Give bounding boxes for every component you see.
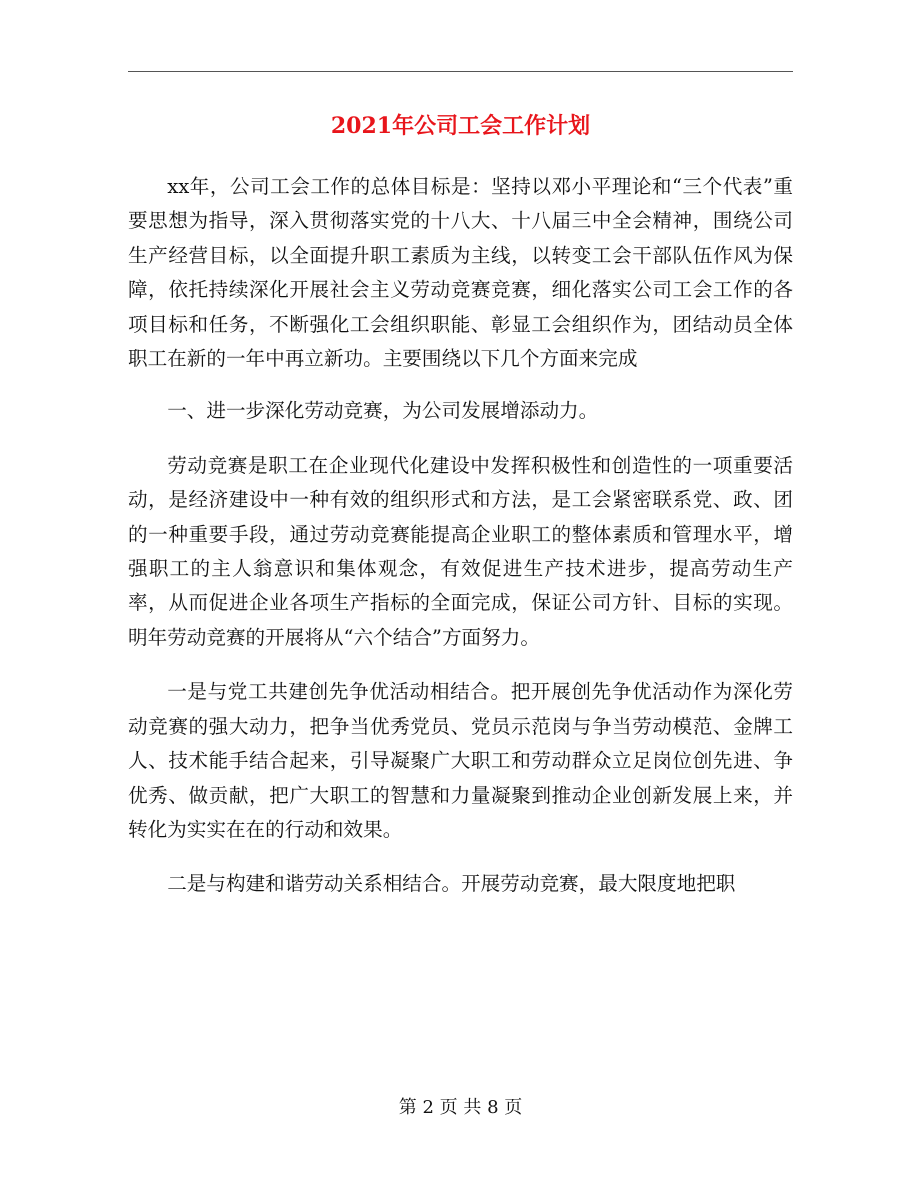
paragraph-labor-competition: 劳动竞赛是职工在企业现代化建设中发挥积极性和创造性的一项重要活动，是经济建设中一种有效的组织形式和方法，是工会紧密联系党、政、团的一种重要手段，通过劳动竞赛能提高企业职工的整体素质和管理水平，增强职工的主人翁意识和集体观念，有效促进生产技术进步，提高劳动生产率，从而促进企业各项生产指标的全面完成，保证公司方针、目标的实现。明年劳动竞赛的开展将从“六个结合”方面努力。	[128, 453, 793, 649]
paragraph-point-one: 一是与党工共建创先争优活动相结合。把开展创先争优活动作为深化劳动竞赛的强大动力，把争当优秀党员、党员示范岗与争当劳动模范、金牌工人、技术能手结合起来，引导凝聚广大职工和劳动群众立足岗位创先进、争优秀、做贡献，把广大职工的智慧和力量凝聚到推动企业创新发展上来，并转化为实实在在的行动和效果。	[128, 680, 793, 841]
paragraph-overall-goal: xx年，公司工会工作的总体目标是：坚持以邓小平理论和“三个代表”重要思想为指导，深入贯彻落实党的十八大、十八届三中全会精神，围绕公司生产经营目标，以全面提升职工素质为主线，以转变工会干部队伍作风为保障，依托持续深化开展社会主义劳动竞赛竞赛，细化落实公司工会工作的各项目标和任务，不断强化工会组织职能、彰显工会组织作为，团结动员全体职工在新的一年中再立新功。主要围绕以下几个方面来完成	[128, 175, 793, 371]
paragraph-point-two: 二是与构建和谐劳动关系相结合。开展劳动竞赛，最大限度地把职	[167, 872, 736, 896]
header-divider	[128, 71, 793, 72]
document-body	[128, 170, 793, 922]
section-heading-1: 一、进一步深化劳动竞赛，为公司发展增添动力。	[167, 399, 599, 423]
document-title: 2021年公司工会工作计划	[330, 113, 591, 139]
page-number: 第 2 页 共 8 页	[398, 1097, 523, 1118]
